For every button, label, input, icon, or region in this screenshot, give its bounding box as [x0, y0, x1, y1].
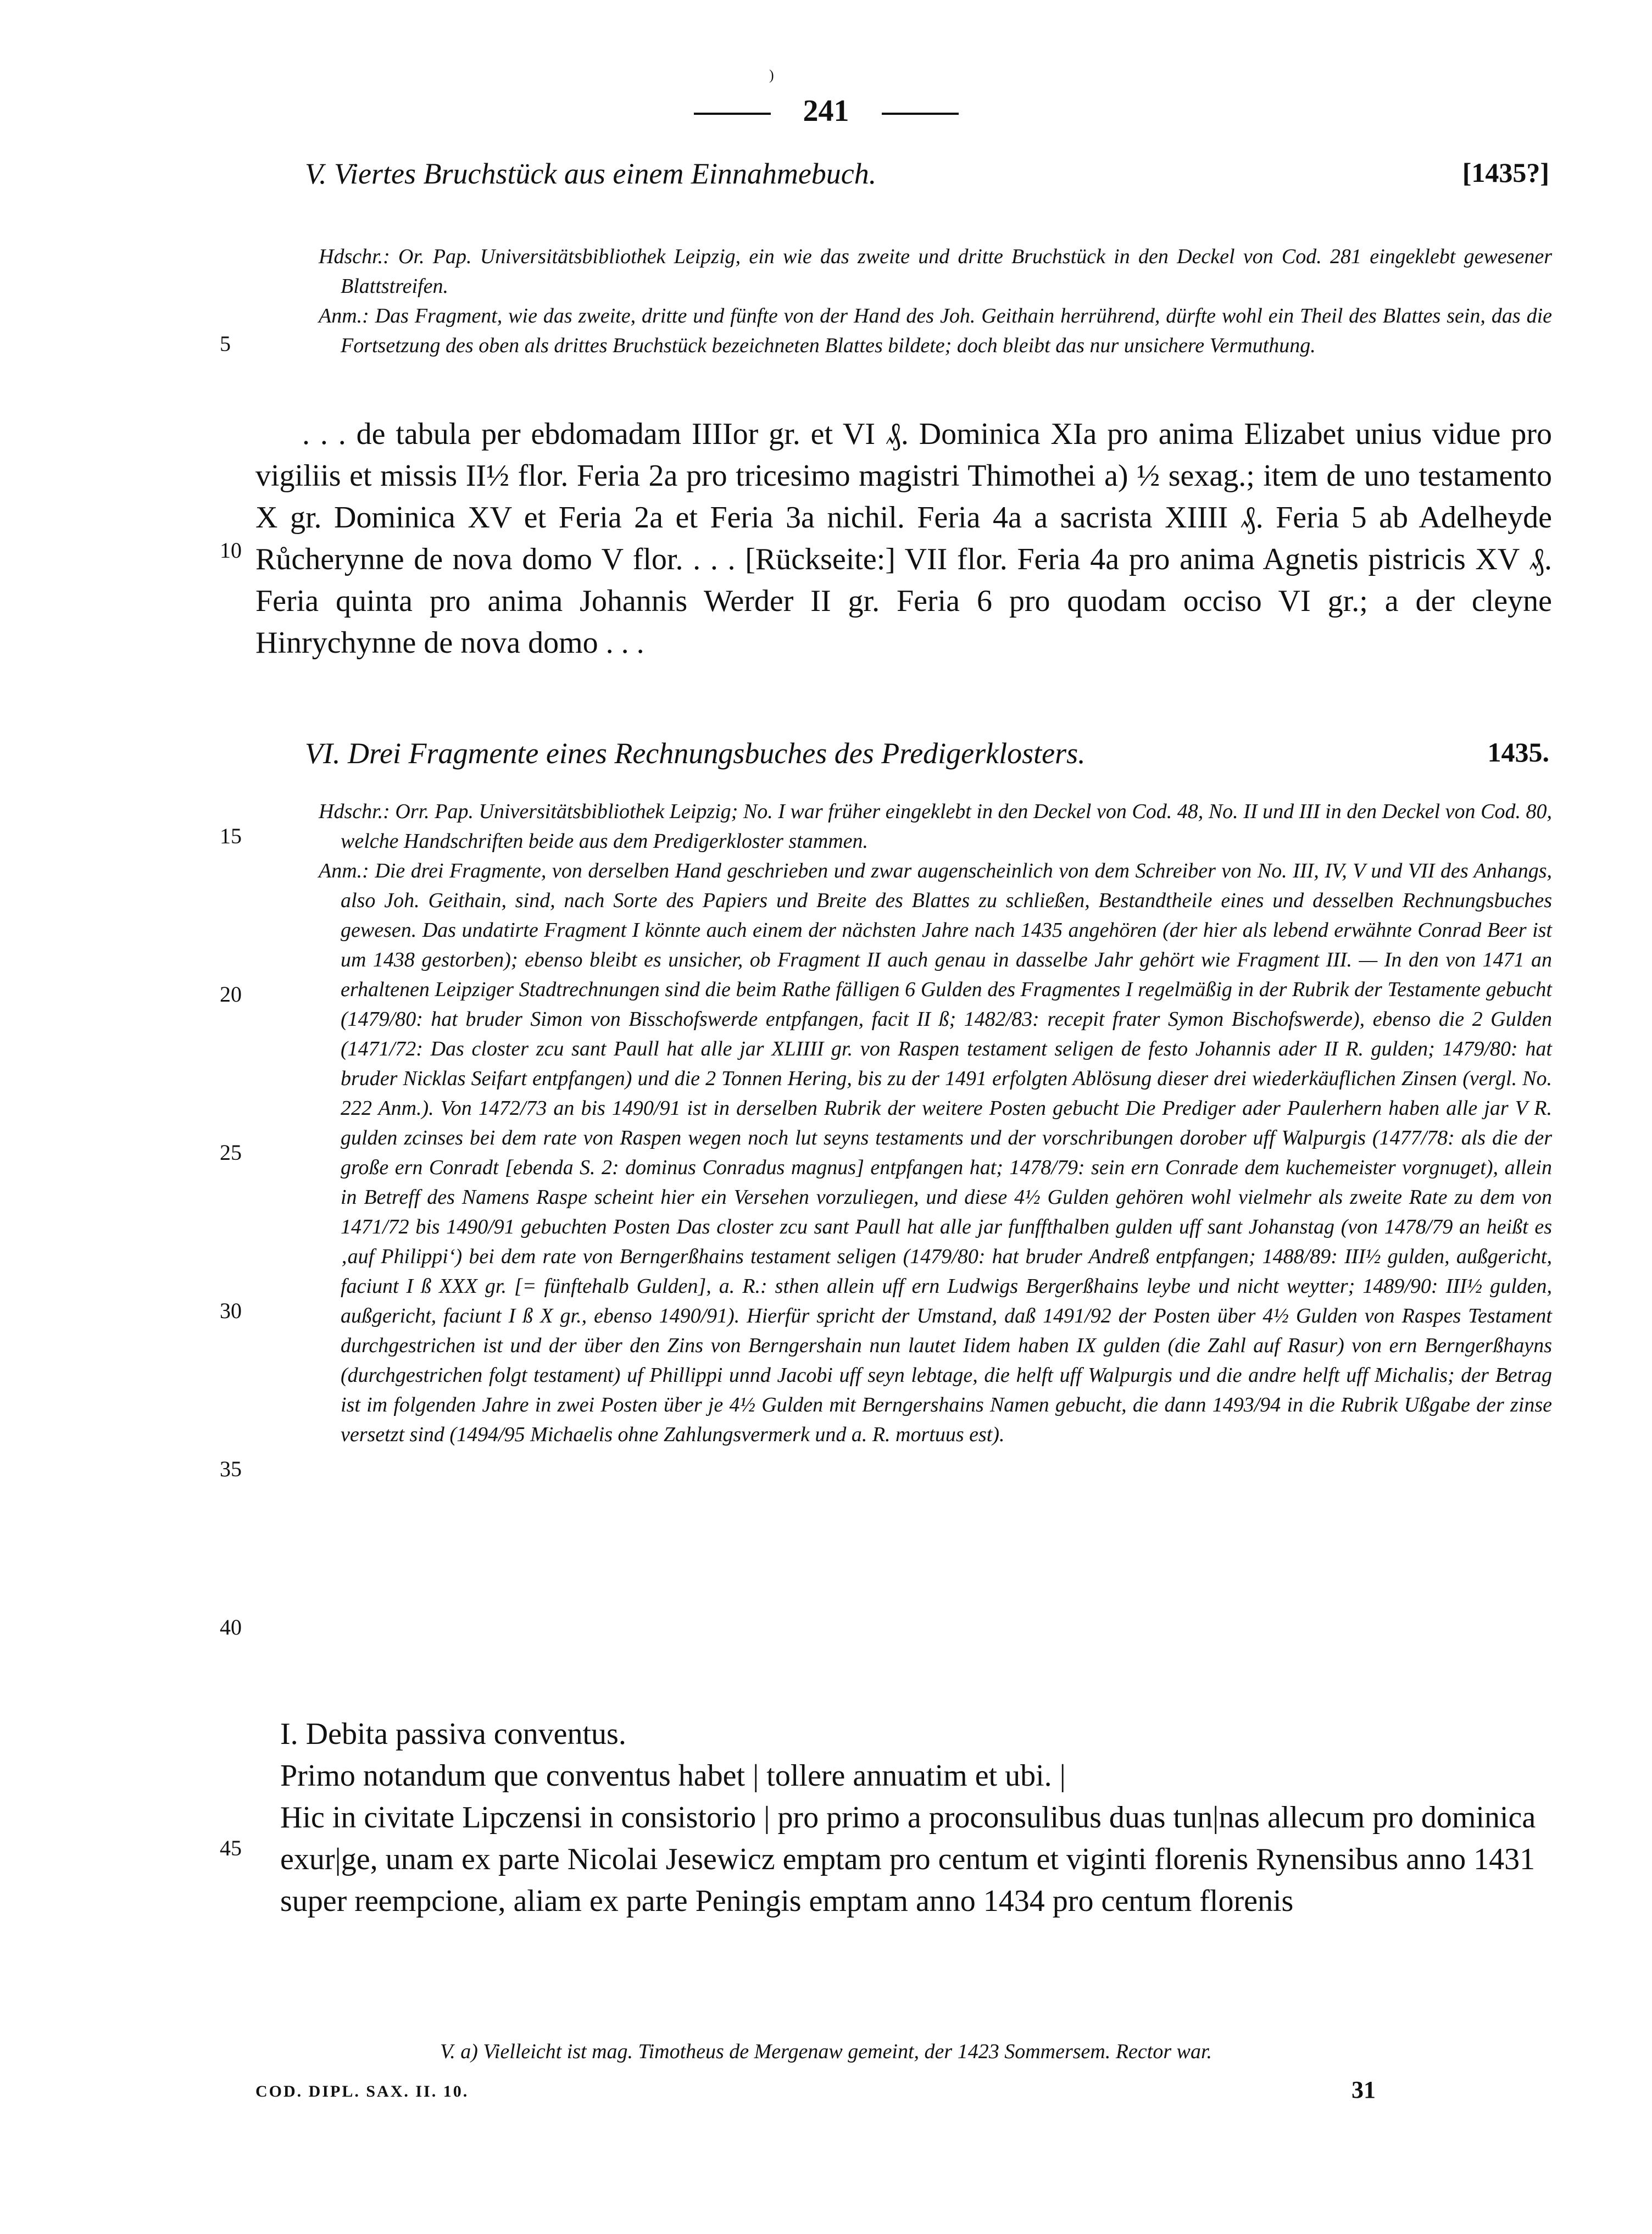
section-vi-heading	[305, 736, 1549, 770]
section-v-paragraph: . . . de tabula per ebdomadam IIIIor gr. et VI ₰. Dominica XIa pro anima Elizabet unius vidue pro vigiliis et missis II½ flor. Feria 2a pro tricesimo magistri Thimothei a) ½ sexag.; item de uno testamento X gr. Dominica XV et Feria 2a et Feria 3a nichil. Feria 4a a sacrista XIIII ₰. Feria 5 ab Adelheyde Růcherynne de nova domo V flor. . . . [Rückseite:] VII flor. Feria 4a pro anima Agnetis pistricis XV ₰. Feria quinta pro anima Johannis Werder II gr. Feria 6 pro quodam occiso VI gr.; a der cleyne Hinrychynne de nova domo . . .	[255, 417, 1552, 660]
footer-sheet-number: 31	[1351, 2076, 1376, 2103]
annotation-note: Anm.: Das Fragment, wie das zweite, dritte und fünfte von der Hand des Joh. Geithain herrührend, dürfte wohl ein Theil des Blattes sein, das die Fortsetzung des oben als drittes Bruchstück bezeichneten Blattes bildete; doch bleibt das nur unsichere Vermuthung.	[319, 304, 1552, 357]
footer-signature: COD. DIPL. SAX. II. 10.	[255, 2082, 469, 2100]
section-v-text	[255, 413, 1552, 664]
line-number: 10	[220, 538, 242, 563]
line-number: 45	[220, 1836, 242, 1860]
header-rule-left	[694, 113, 771, 115]
section-v-heading	[305, 157, 1549, 191]
page-number: 241	[803, 94, 849, 128]
line-number: 5	[220, 331, 231, 356]
section-v-date: [1435?]	[1462, 157, 1549, 188]
manuscript-note: Hdschr.: Orr. Pap. Universitätsbibliothek Leipzig; No. I war früher eingeklebt in den Deckel von Cod. 48, No. II und III in den Deckel von Cod. 80, welche Handschriften beide aus dem Predigerkloster stammen.	[319, 800, 1552, 853]
section-vi-notes	[319, 797, 1552, 1449]
line-number: 25	[220, 1140, 242, 1165]
line-number: 15	[220, 824, 242, 848]
line-number: 35	[220, 1457, 242, 1481]
section-v-notes	[319, 242, 1552, 360]
section-v-title: V. Viertes Bruchstück aus einem Einnahmebuch.	[305, 157, 877, 190]
body-heading: I. Debita passiva conventus.	[280, 1717, 626, 1751]
body-line: Hic in civitate Lipczensi in consistorio | pro primo a proconsulibus duas tun|nas allecum pro dominica exur|ge, unam ex parte Nicolai Jesewicz emptam pro centum et viginti florenis Rynensibus anno 1431 super reempcione, aliam ex parte Peningis emptam anno 1434 pro centum florenis	[280, 1800, 1536, 1918]
body-line: Primo notandum que conventus habet | tollere annuatim et ubi. |	[280, 1759, 1066, 1793]
header-rule-right	[882, 113, 959, 115]
manuscript-note: Hdschr.: Or. Pap. Universitätsbibliothek Leipzig, ein wie das zweite und dritte Bruchstück in den Deckel von Cod. 281 eingeklebt gewesener Blattstreifen.	[319, 245, 1552, 298]
section-vi-body	[280, 1713, 1552, 1922]
page-mark: )	[769, 67, 774, 83]
line-number: 40	[220, 1615, 242, 1640]
annotation-note: Anm.: Die drei Fragmente, von derselben Hand geschrieben und zwar augenscheinlich von dem Schreiber von No. III, IV, V und VII des Anhangs, also Joh. Geithain, sind, nach Sorte des Papiers und Breite des Blattes zu schließen, Bestandtheile eines und desselben Rechnungsbuches gewesen. Das undatirte Fragment I könnte auch einem der nächsten Jahre nach 1435 angehören (der hier als lebend erwähnte Conrad Beer ist um 1438 gestorben); ebenso bleibt es unsicher, ob Fragment II auch genau in dasselbe Jahr gehört wie Fragment III. — In den von 1471 an erhaltenen Leipziger Stadtrechnungen sind die beim Rathe fälligen 6 Gulden des Fragmentes I regelmäßig in der Rubrik der Testamente gebucht (1479/80: hat bruder Simon von Bisschofswerde entpfangen, facit II ß; 1482/83: recepit frater Symon Bischofswerde), ebenso die 2 Gulden (1471/72: Das closter zcu sant Paull hat alle jar XLIIII gr. von Raspen testament seligen de festo Johannis ader II R. gulden; 1479/80: hat bruder Nicklas Seifart entpfangen) und die 2 Tonnen Hering, bis zu der 1491 erfolgten Ablösung dieser drei wiederkäuflichen Zinsen (vergl. No. 222 Anm.). Von 1472/73 an bis 1490/91 ist in derselben Rubrik der weitere Posten gebucht Die Prediger ader Paulerhern haben alle jar V R. gulden zcinses bei dem rate von Raspen wegen noch lut seyns testaments und der vorschribungen dorober uff Walpurgis (1477/78: als die der große ern Conradt [ebenda S. 2: dominus Conradus magnus] entpfangen hat; 1478/79: sein ern Conrade dem kuchemeister vorgnuget), allein in Betreff des Namens Raspe scheint hier ein Versehen vorzuliegen, und diese 4½ Gulden gehören wohl vielmehr als zweite Rate zu dem von 1471/72 bis 1490/91 gebuchten Posten Das closter zcu sant Paull hat alle jar funffthalben gulden uff sant Johanstag (von 1478/79 an heißt es ‚auf Philippi‘) bei dem rate von Berngerßhains testament seligen (1479/80: hat bruder Andreß entpfangen; 1488/89: III½ gulden, außgericht, faciunt I ß XXX gr. [= fünftehalb Gulden], a. R.: sthen allein uff ern Ludwigs Bergerßhains leybe und nicht weytter; 1489/90: III½ gulden, außgericht, faciunt I ß X gr., ebenso 1490/91). Hierfür spricht der Umstand, daß 1491/92 der Posten über 4½ Gulden von Raspes Testament durchgestrichen ist und der über den Zins von Berngershain nun lautet Iidem haben IX gulden (die Zahl auf Rasur) von ern Berngerßhayns (durchgestrichen folgt testament) uf Phillippi unnd Jacobi uff seyn lebtage, die helft uff Walpurgis und die andre helft uff Michalis; der Betrag ist im folgenden Jahre in zwei Posten über je 4½ Gulden mit Berngershains Namen gebucht, die dann 1493/94 in die Rubrik Ußgabe der zinse versetzt sind (1494/95 Michaelis ohne Zahlungsvermerk und a. R. mortuus est).	[319, 859, 1552, 1446]
section-vi-title: VI. Drei Fragmente eines Rechnungsbuches des Predigerklosters.	[305, 737, 1086, 770]
line-number: 20	[220, 982, 242, 1007]
page-header	[0, 93, 1652, 129]
section-vi-date: 1435.	[1487, 737, 1549, 768]
footnote: V. a) Vielleicht ist mag. Timotheus de Mergenaw gemeint, der 1423 Sommersem. Rector war.	[440, 2040, 1212, 2063]
line-number: 30	[220, 1298, 242, 1323]
